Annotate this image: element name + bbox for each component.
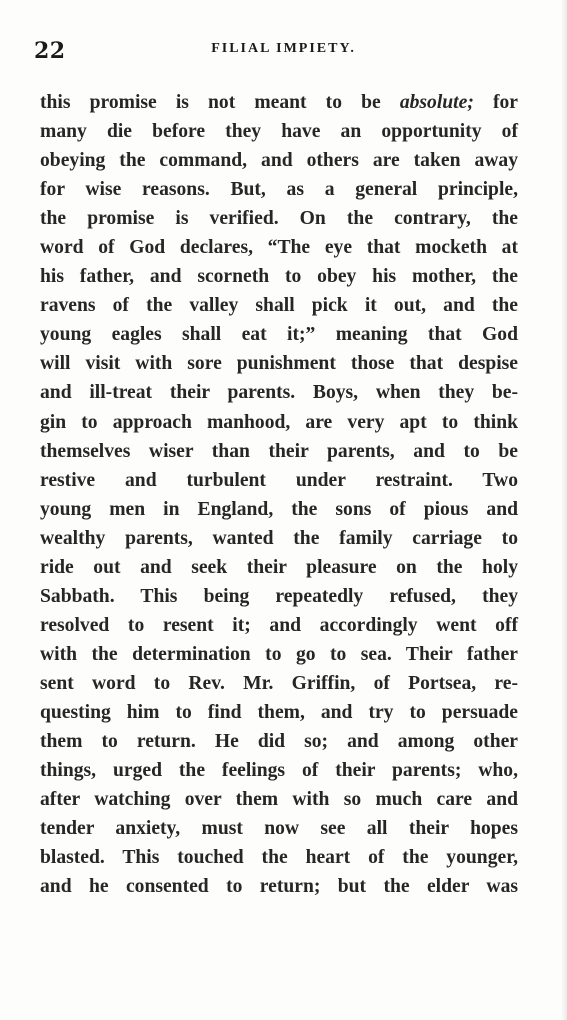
text-line: after watching over them with so much care and <box>40 789 518 811</box>
text-line: things, urged the feelings of their parents; who, <box>40 760 518 782</box>
text-line: word of God declares, “The eye that mocketh at <box>40 237 518 259</box>
text-line: tender anxiety, must now see all their hopes <box>40 818 518 840</box>
page-edge-shadow <box>561 0 567 1020</box>
text-line: with the determination to go to sea. Their father <box>40 643 518 665</box>
text-line: and he consented to return; but the elder was <box>40 876 518 898</box>
text-line: his father, and scorneth to obey his mother, the <box>40 266 518 288</box>
text-line: restive and turbulent under restraint. Two <box>40 469 518 491</box>
text-line: gin to approach manhood, are very apt to think <box>40 411 518 433</box>
page-number: 22 <box>34 38 66 64</box>
text-line <box>40 88 518 117</box>
text-line: many die before they have an opportunity of <box>40 121 518 143</box>
text-line: sent word to Rev. Mr. Griffin, of Portsea, re- <box>40 672 518 694</box>
text-line: ride out and seek their pleasure on the holy <box>40 556 518 578</box>
emphasized-word: absolute; <box>399 92 474 113</box>
text-line: and ill-treat their parents. Boys, when they be- <box>40 382 518 404</box>
running-title: FILIAL IMPIETY. <box>211 41 356 56</box>
text-line: the promise is verified. On the contrary, the <box>40 208 518 230</box>
text-line: questing him to find them, and try to persuade <box>40 701 518 723</box>
text-line: resolved to resent it; and accordingly went off <box>40 614 518 636</box>
text-line: themselves wiser than their parents, and to be <box>40 440 518 462</box>
text-line: wealthy parents, wanted the family carriage to <box>40 527 518 549</box>
text-line: for wise reasons. But, as a general principle, <box>40 179 518 201</box>
text-line: Sabbath. This being repeatedly refused, they <box>40 585 518 607</box>
text-line: ravens of the valley shall pick it out, and the <box>40 295 518 317</box>
text-line: young eagles shall eat it;” meaning that God <box>40 324 518 346</box>
body-text <box>40 88 518 901</box>
text-segment: for <box>473 92 518 113</box>
text-line: blasted. This touched the heart of the younger, <box>40 847 518 869</box>
text-segment: this promise is not meant to be <box>40 92 400 113</box>
text-line: young men in England, the sons of pious and <box>40 498 518 520</box>
text-line: them to return. He did so; and among other <box>40 731 518 753</box>
text-line: obeying the command, and others are taken away <box>40 150 518 172</box>
text-line: will visit with sore punishment those that despise <box>40 353 518 375</box>
